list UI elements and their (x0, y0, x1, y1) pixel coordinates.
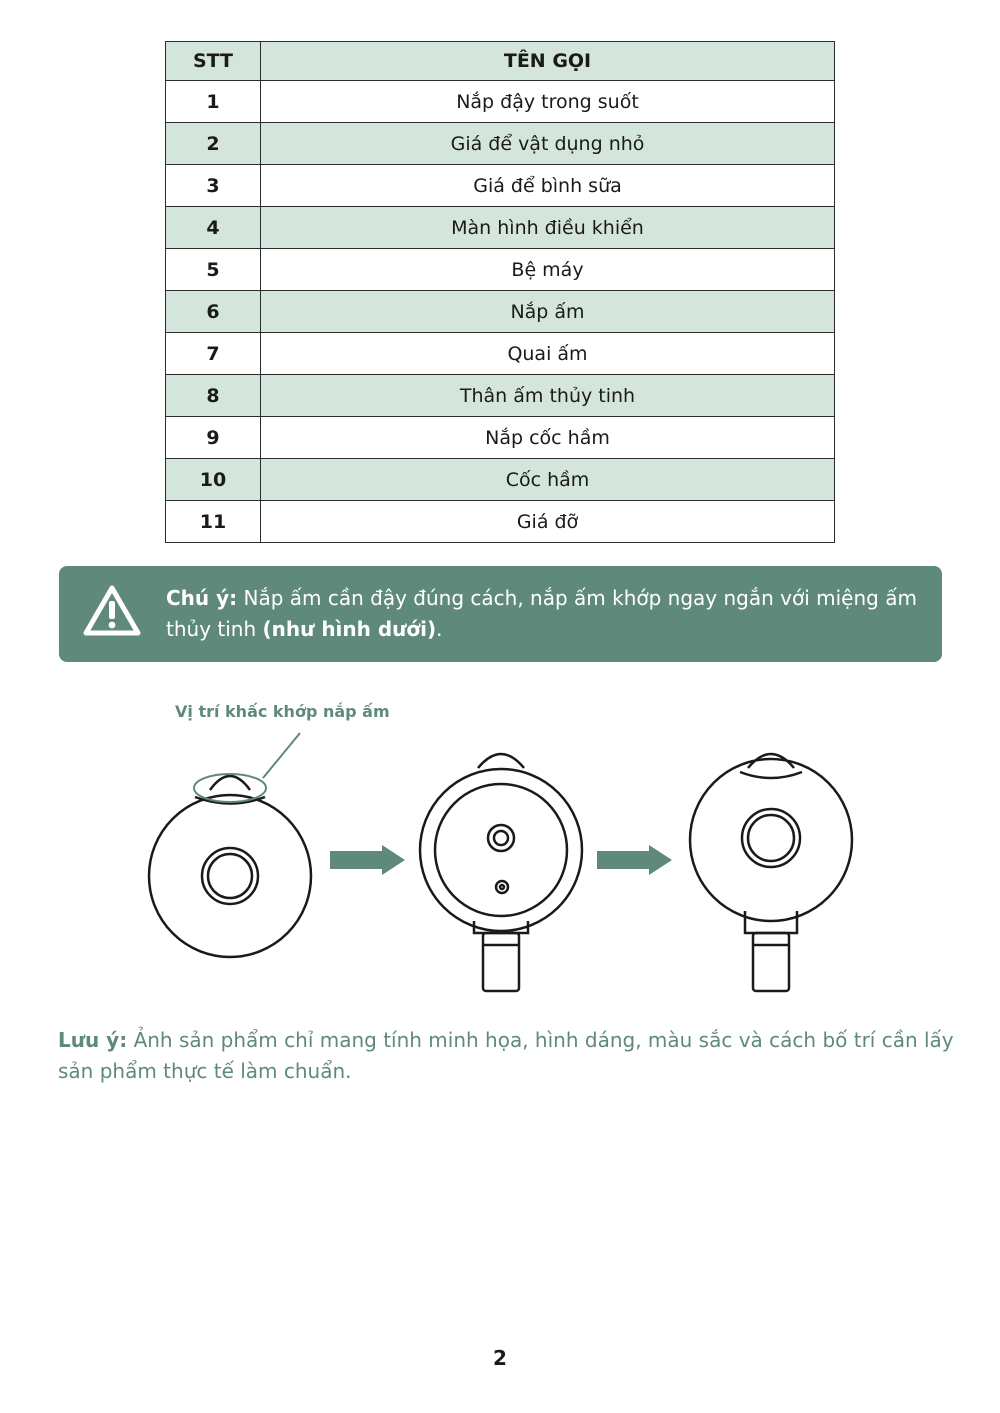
page-number: 2 (493, 1346, 507, 1370)
row-number: 2 (166, 123, 261, 165)
warning-triangle-icon (83, 584, 141, 636)
table-row (166, 375, 835, 417)
row-part-name: Màn hình điều khiển (261, 207, 835, 249)
row-part-name: Giá đỡ (261, 501, 835, 543)
right-arrow-icon (330, 845, 405, 875)
row-number: 11 (166, 501, 261, 543)
row-part-name: Nắp ấm (261, 291, 835, 333)
table-row (166, 81, 835, 123)
row-number: 10 (166, 459, 261, 501)
row-number: 9 (166, 417, 261, 459)
row-number: 5 (166, 249, 261, 291)
row-number: 7 (166, 333, 261, 375)
table-row (166, 333, 835, 375)
kettle-top-view-open (420, 754, 582, 991)
disclaimer-footnote (58, 1025, 958, 1087)
table-row (166, 123, 835, 165)
row-part-name: Cốc hầm (261, 459, 835, 501)
footnote-text: Ảnh sản phẩm chỉ mang tính minh họa, hình dáng, màu sắc và cách bố trí cần lấy sản phẩm thực tế làm chuẩn. (58, 1028, 954, 1083)
table-row (166, 249, 835, 291)
row-number: 3 (166, 165, 261, 207)
caution-emphasis: (như hình dưới) (262, 617, 437, 641)
kettle-top-view-misaligned (149, 774, 311, 957)
lid-alignment-diagram (0, 690, 1000, 1010)
kettle-top-view-aligned (690, 754, 852, 991)
lid-notch-callout-label: Vị trí khấc khớp nắp ấm (175, 702, 390, 721)
row-number: 1 (166, 81, 261, 123)
row-part-name: Nắp đậy trong suốt (261, 81, 835, 123)
caution-note-text (166, 583, 926, 645)
table-row (166, 501, 835, 543)
table-row (166, 165, 835, 207)
row-number: 8 (166, 375, 261, 417)
row-number: 4 (166, 207, 261, 249)
row-part-name: Giá để vật dụng nhỏ (261, 123, 835, 165)
caution-end: . (436, 617, 443, 641)
row-part-name: Quai ấm (261, 333, 835, 375)
caution-note-box (59, 566, 942, 662)
row-number: 6 (166, 291, 261, 333)
parts-table (165, 41, 835, 543)
header-name: TÊN GỌI (261, 42, 835, 81)
table-row (166, 291, 835, 333)
header-stt: STT (166, 42, 261, 81)
row-part-name: Thân ấm thủy tinh (261, 375, 835, 417)
table-row (166, 207, 835, 249)
caution-label: Chú ý: (166, 586, 238, 610)
table-header-row (166, 42, 835, 81)
footnote-label: Lưu ý: (58, 1028, 128, 1052)
row-part-name: Nắp cốc hầm (261, 417, 835, 459)
table-row (166, 459, 835, 501)
caution-body: Nắp ấm cần đậy đúng cách, nắp ấm khớp ngay ngắn với miệng ấm thủy tinh (166, 586, 917, 641)
row-part-name: Giá để bình sữa (261, 165, 835, 207)
table-row (166, 417, 835, 459)
row-part-name: Bệ máy (261, 249, 835, 291)
right-arrow-icon (597, 845, 672, 875)
